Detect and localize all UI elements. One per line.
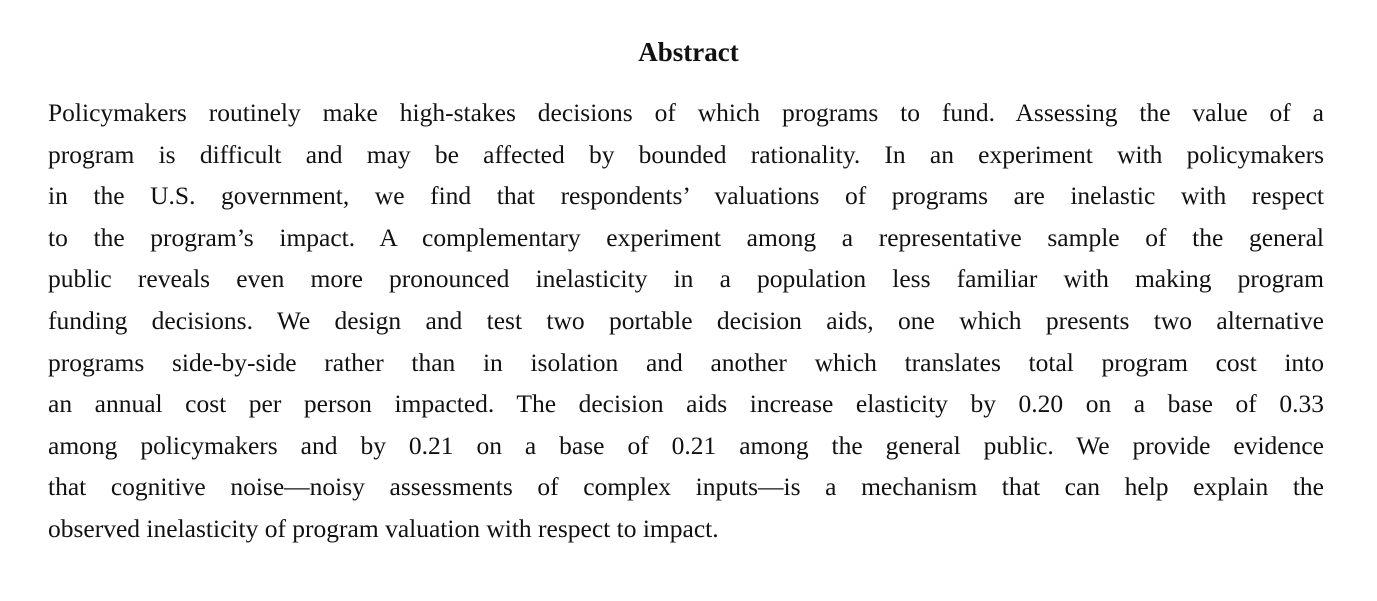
abstract-line: to the program’s impact. A complementary experiment among a representative sample of the general [48,222,1324,252]
abstract-heading: Abstract [638,37,739,67]
abstract-line: program is difficult and may be affected by bounded rationality. In an experiment with policymakers [48,139,1324,169]
abstract-line: programs side-by-side rather than in isolation and another which translates total program cost into [48,347,1324,377]
abstract-line: public reveals even more pronounced inelasticity in a population less familiar with making program [48,264,1324,294]
abstract-line: funding decisions. We design and test two portable decision aids, one which presents two alternative [48,305,1324,335]
abstract-line: an annual cost per person impacted. The decision aids increase elasticity by 0.20 on a base of 0.33 [48,389,1324,419]
abstract-text [48,92,1324,550]
abstract-line: in the U.S. government, we find that respondents’ valuations of programs are inelastic with respect [48,181,1324,211]
abstract-line: that cognitive noise—noisy assessments of complex inputs—is a mechanism that can help explain the [48,472,1324,502]
abstract-line: Policymakers routinely make high-stakes decisions of which programs to fund. Assessing the value of a [48,98,1324,127]
abstract-line: observed inelasticity of program valuation with respect to impact. [48,513,719,543]
abstract-line: among policymakers and by 0.21 on a base of 0.21 among the general public. We provide evidence [48,430,1324,460]
